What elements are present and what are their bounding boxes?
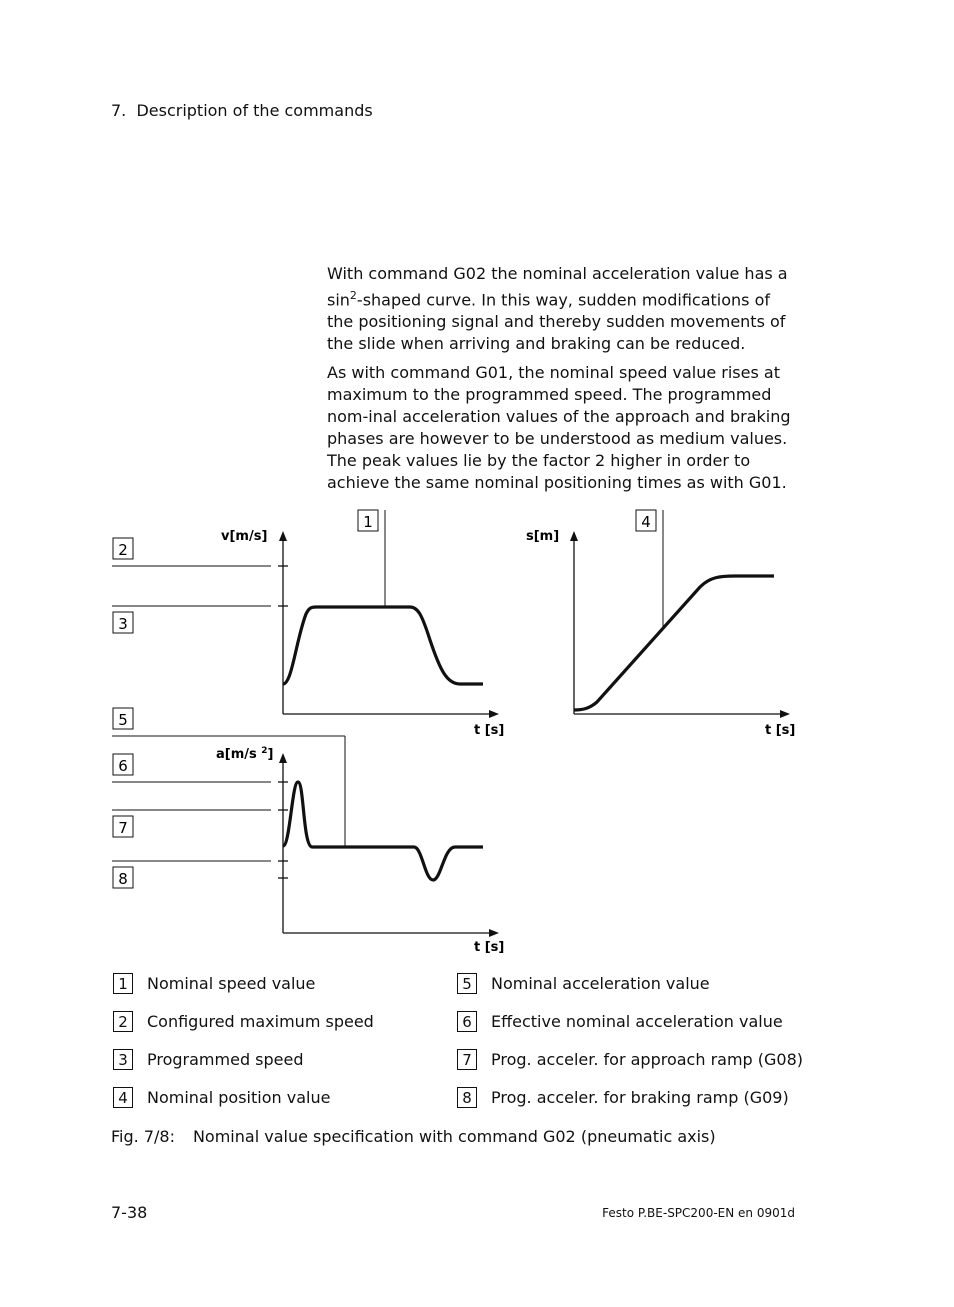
legend-number: 6 xyxy=(457,1011,477,1032)
legend-text: Effective nominal acceleration value xyxy=(491,1012,783,1031)
p1-text-a: With command G02 the nominal acceleration value has a sin xyxy=(327,264,788,310)
legend-text: Nominal speed value xyxy=(147,974,316,993)
acceleration-curve xyxy=(283,782,483,880)
caption-label: Fig. 7/8: xyxy=(111,1127,175,1146)
position-plot xyxy=(526,529,795,738)
legend-text: Programmed speed xyxy=(147,1050,304,1069)
legend-number: 1 xyxy=(113,973,133,994)
speed-x-label: t [s] xyxy=(474,723,505,738)
paragraph-1 xyxy=(327,263,797,355)
callout-box-8 xyxy=(113,867,133,888)
legend-text: Nominal position value xyxy=(147,1088,331,1107)
acceleration-y-label: a[m/s $^2$] xyxy=(216,746,274,762)
section-number: 7. xyxy=(111,101,127,120)
legend-number: 3 xyxy=(113,1049,133,1070)
speed-y-label: v[m/s] xyxy=(221,529,268,544)
svg-text:4: 4 xyxy=(641,513,651,531)
callout-box-1 xyxy=(358,510,378,531)
svg-text:6: 6 xyxy=(118,757,128,775)
document-id: Festo P.BE-SPC200-EN en 0901d xyxy=(602,1206,795,1220)
speed-x-arrow xyxy=(489,710,499,718)
p1-text-b: -shaped curve. In this way, sudden modifications of the positioning signal and thereby sudden movements of the slide when arriving and braking can be reduced. xyxy=(327,290,786,354)
speed-y-arrow xyxy=(279,531,287,541)
svg-text:5: 5 xyxy=(118,711,128,729)
legend-number: 4 xyxy=(113,1087,133,1108)
acceleration-y-arrow xyxy=(279,753,287,763)
legend-number: 2 xyxy=(113,1011,133,1032)
nominal-value-figure xyxy=(0,500,954,965)
acceleration-plot xyxy=(216,746,504,955)
legend-number: 7 xyxy=(457,1049,477,1070)
callout-box-6 xyxy=(113,754,133,775)
svg-text:1: 1 xyxy=(363,513,373,531)
callout-box-3 xyxy=(113,612,133,633)
p1-superscript: 2 xyxy=(349,289,357,302)
position-axes xyxy=(574,540,783,714)
svg-text:2: 2 xyxy=(118,541,128,559)
position-y-label: s[m] xyxy=(526,529,560,544)
legend-number: 8 xyxy=(457,1087,477,1108)
position-curve xyxy=(574,576,774,710)
p2-text: As with command G01, the nominal speed value rises at maximum to the programmed speed. The programmed nom-inal acceleration values of the approach and braking phases are however to be understood as medium values. The peak values lie by the factor 2 higher in order to achieve the same nominal positioning times as with G01. xyxy=(327,363,791,492)
callout-box-2 xyxy=(113,538,133,559)
paragraph-2 xyxy=(327,362,797,494)
callout-box-4 xyxy=(636,510,656,531)
figure-caption xyxy=(111,1127,716,1146)
acceleration-x-label: t [s] xyxy=(474,940,505,955)
callout-lines xyxy=(112,510,663,861)
svg-text:8: 8 xyxy=(118,870,128,888)
page-number: 7-38 xyxy=(111,1203,148,1222)
acceleration-x-arrow xyxy=(489,929,499,937)
position-x-arrow xyxy=(780,710,790,718)
svg-text:7: 7 xyxy=(118,819,128,837)
svg-text:3: 3 xyxy=(118,615,128,633)
section-title: Description of the commands xyxy=(136,101,373,120)
legend-text: Configured maximum speed xyxy=(147,1012,374,1031)
legend-text: Prog. acceler. for braking ramp (G09) xyxy=(491,1088,789,1107)
speed-curve xyxy=(283,607,483,684)
speed-plot xyxy=(221,529,504,738)
callout-box-5 xyxy=(113,708,133,729)
legend-number: 5 xyxy=(457,973,477,994)
caption-text: Nominal value specification with command G02 (pneumatic axis) xyxy=(192,1127,716,1146)
callout-box-7 xyxy=(113,816,133,837)
position-y-arrow xyxy=(570,531,578,541)
section-header xyxy=(111,101,373,120)
legend-text: Nominal acceleration value xyxy=(491,974,710,993)
legend-text: Prog. acceler. for approach ramp (G08) xyxy=(491,1050,804,1069)
position-x-label: t [s] xyxy=(765,723,796,738)
